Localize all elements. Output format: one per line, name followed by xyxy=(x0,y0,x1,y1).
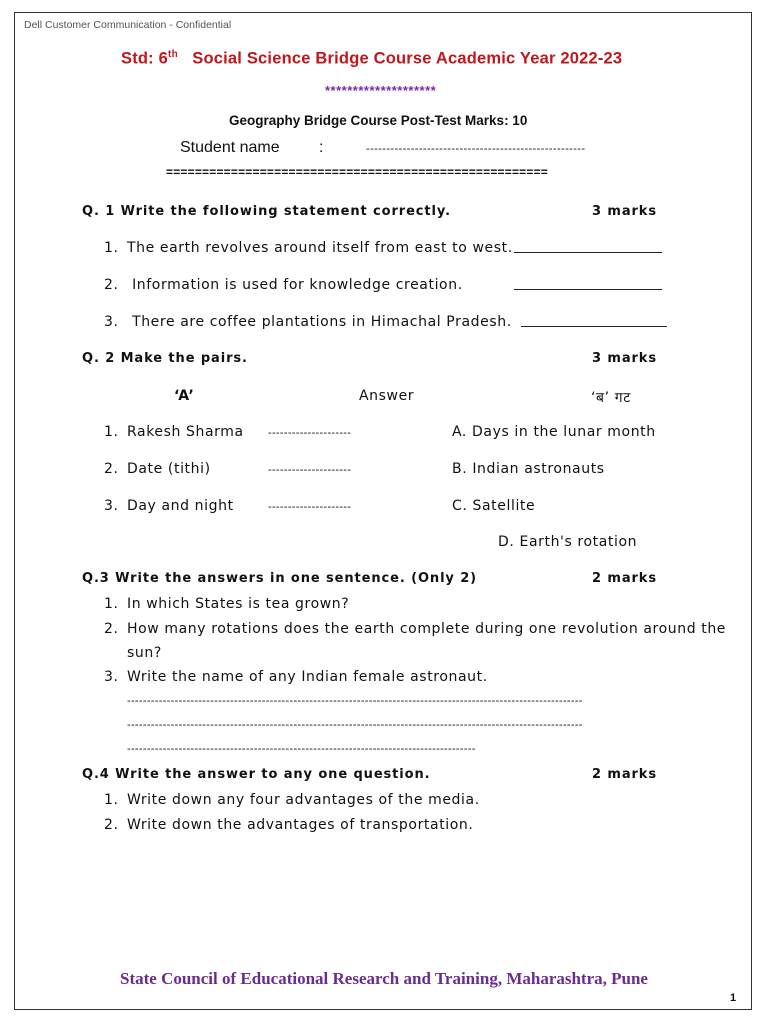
title-std: Std: 6 xyxy=(121,49,169,68)
q2-right-c xyxy=(452,498,535,514)
q4-heading: Q.4 Write the answer to any one question. xyxy=(82,767,431,782)
q2-column-answer: Answer xyxy=(359,388,415,404)
q4-marks: 2 marks xyxy=(592,767,657,782)
student-name-label: Student name xyxy=(180,139,280,156)
q1-item-3-num: 3. xyxy=(104,314,119,330)
q2-right-b-text: Indian astronauts xyxy=(472,461,605,477)
test-subtitle: Geography Bridge Course Post-Test Marks: 10 xyxy=(229,113,528,128)
q3-item-1-num: 1. xyxy=(104,596,119,612)
q1-heading: Q. 1 Write the following statement correctly. xyxy=(82,204,451,219)
q4-item-1-num: 1. xyxy=(104,792,119,808)
title-text: Social Science Bridge Course Academic Year 2022-23 xyxy=(192,49,623,68)
q3-marks: 2 marks xyxy=(592,571,657,586)
q1-answer-blank-3[interactable] xyxy=(521,326,667,327)
q3-item-2-text: How many rotations does the earth complete during one revolution around the xyxy=(127,621,727,637)
q2-left-3-text: Day and night xyxy=(127,498,234,514)
q2-left-2 xyxy=(104,461,211,477)
q2-right-b xyxy=(452,461,605,477)
footer-institution: State Council of Educational Research and Training, Maharashtra, Pune xyxy=(120,969,648,988)
divider: ===================================================== xyxy=(166,165,549,179)
q2-column-a: ‘A’ xyxy=(174,388,195,404)
q3-item-3 xyxy=(104,669,488,685)
q2-right-c-num: C. xyxy=(452,498,468,514)
q4-item-1-text: Write down any four advantages of the media. xyxy=(127,792,480,808)
q1-answer-blank-2[interactable] xyxy=(514,289,662,290)
q3-answer-line-2[interactable]: ------------------------------------------------------------------------------------------------------------------- xyxy=(127,719,583,731)
q1-item-2-num: 2. xyxy=(104,277,119,293)
q2-answer-dashes-2[interactable]: --------------------- xyxy=(268,464,352,476)
page-number: 1 xyxy=(730,992,737,1004)
q3-answer-line-1[interactable]: ------------------------------------------------------------------------------------------------------------------- xyxy=(127,695,583,707)
q1-item-1 xyxy=(104,240,513,256)
q2-answer-dashes-3[interactable]: --------------------- xyxy=(268,501,352,513)
q2-left-1 xyxy=(104,424,244,440)
q3-item-1 xyxy=(104,596,349,612)
q2-right-b-num: B. xyxy=(452,461,468,477)
title-sup: th xyxy=(168,49,178,60)
q1-item-2 xyxy=(104,277,463,293)
q2-left-1-text: Rakesh Sharma xyxy=(127,424,244,440)
confidential-note: Dell Customer Communication - Confidential xyxy=(24,19,232,31)
q2-right-a xyxy=(452,424,656,440)
q2-right-a-text: Days in the lunar month xyxy=(472,424,656,440)
q3-item-2-continued: sun? xyxy=(127,645,162,661)
q2-left-1-num: 1. xyxy=(104,424,119,440)
q2-left-2-num: 2. xyxy=(104,461,119,477)
q1-answer-blank-1[interactable] xyxy=(514,252,662,253)
q2-right-a-num: A. xyxy=(452,424,467,440)
q1-item-3 xyxy=(104,314,512,330)
page-title xyxy=(121,49,622,69)
q3-item-3-text: Write the name of any Indian female astronaut. xyxy=(127,669,488,685)
student-name-colon: : xyxy=(319,139,324,156)
student-name-field[interactable]: ------------------------------------------------------ xyxy=(366,143,586,155)
q1-item-3-text: There are coffee plantations in Himachal Pradesh. xyxy=(132,314,512,330)
q4-item-2 xyxy=(104,817,473,833)
q3-answer-line-3[interactable]: ---------------------------------------------------------------------------------------- xyxy=(127,743,476,755)
q3-item-1-text: In which States is tea grown? xyxy=(127,596,350,612)
star-separator: ******************** xyxy=(325,83,437,98)
q4-item-2-text: Write down the advantages of transportation. xyxy=(127,817,474,833)
q1-marks: 3 marks xyxy=(592,204,657,219)
q2-left-3 xyxy=(104,498,234,514)
q3-item-2 xyxy=(104,621,726,637)
q1-item-1-num: 1. xyxy=(104,240,119,256)
q3-heading: Q.3 Write the answers in one sentence. (Only 2) xyxy=(82,571,478,586)
q2-left-3-num: 3. xyxy=(104,498,119,514)
q2-right-d-text: Earth's rotation xyxy=(519,534,638,550)
q2-marks: 3 marks xyxy=(592,351,657,366)
q3-item-3-num: 3. xyxy=(104,669,119,685)
q2-right-d-num: D. xyxy=(498,534,515,550)
q2-left-2-text: Date (tithi) xyxy=(127,461,211,477)
q2-answer-dashes-1[interactable]: --------------------- xyxy=(268,427,352,439)
q4-item-1 xyxy=(104,792,480,808)
q1-item-2-text: Information is used for knowledge creation. xyxy=(132,277,463,293)
q1-item-1-text: The earth revolves around itself from east to west. xyxy=(127,240,513,256)
q3-item-2-num: 2. xyxy=(104,621,119,637)
q2-right-c-text: Satellite xyxy=(472,498,536,514)
q2-heading: Q. 2 Make the pairs. xyxy=(82,351,248,366)
q2-column-b: ‘ब’ गट xyxy=(591,390,631,406)
q2-right-d xyxy=(498,534,637,550)
q4-item-2-num: 2. xyxy=(104,817,119,833)
